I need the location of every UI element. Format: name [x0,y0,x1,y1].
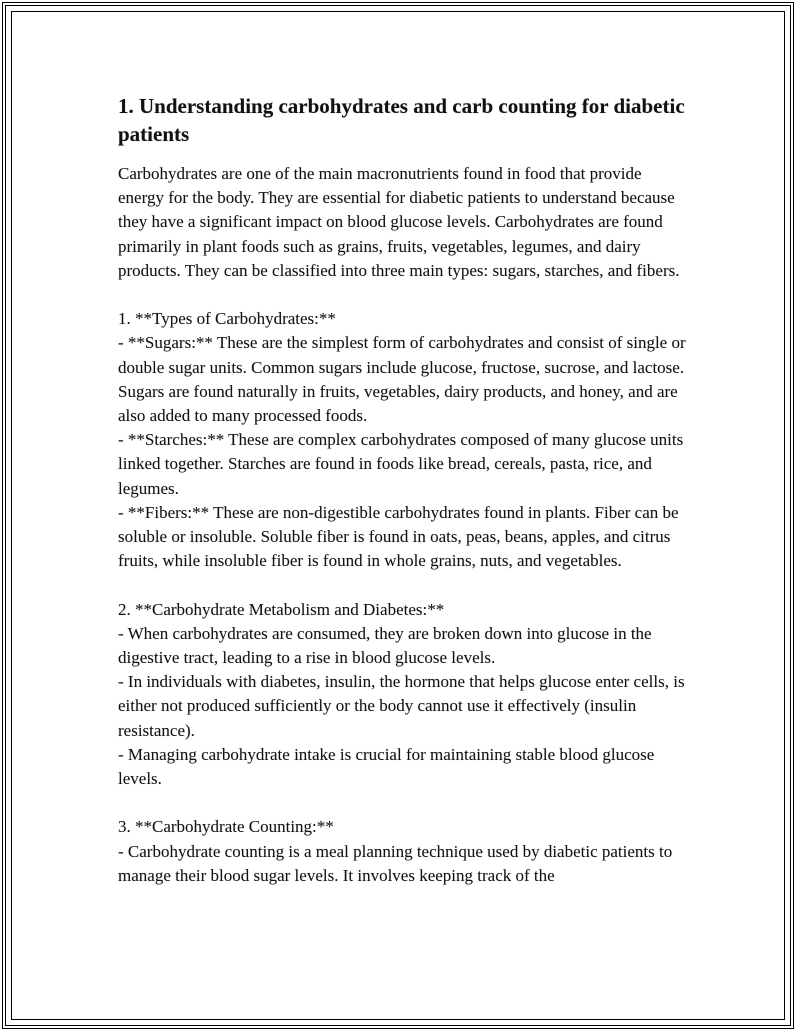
list-item-managing: - Managing carbohydrate intake is crucial for maintaining stable blood glucose levels. [118,744,655,789]
document-body [118,92,688,888]
section-heading-counting: 3. **Carbohydrate Counting:** [118,817,334,837]
list-item-sugars: - **Sugars:** These are the simplest form of carbohydrates and consist of single or double sugar units. Common sugars include glucose, fructose, sucrose, and lactose. Sugars are found naturally in fruits, vegetables, dairy products, and honey, and are also added to many processed foods. [118,333,686,426]
section-heading-types: 1. **Types of Carbohydrates:** [118,309,336,329]
list-item-insulin: - In individuals with diabetes, insulin, the hormone that helps glucose enter cells, is either not produced sufficiently or the body cannot use it effectively (insulin resistance). [118,672,685,740]
intro-paragraph: Carbohydrates are one of the main macronutrients found in food that provide energy for the body. They are essential for diabetic patients to understand because they have a significant impact on blood glucose levels. Carbohydrates are found primarily in plant foods such as grains, fruits, vegetables, legumes, and dairy products. They can be classified into three main types: sugars, starches, and fibers. [118,164,680,280]
list-item-starches: - **Starches:** These are complex carbohydrates composed of many glucose units linked together. Starches are found in foods like bread, cereals, pasta, rice, and legumes. [118,430,684,498]
paragraph-gap [118,283,688,307]
list-item-consumed: - When carbohydrates are consumed, they are broken down into glucose in the digestive tract, leading to a rise in blood glucose levels. [118,623,652,668]
list-item-counting: - Carbohydrate counting is a meal planning technique used by diabetic patients to manage their blood sugar levels. It involves keeping track of the [118,841,673,885]
section-heading-metabolism: 2. **Carbohydrate Metabolism and Diabetes:** [118,599,445,619]
paragraph-gap [118,791,688,815]
page-title: 1. Understanding carbohydrates and carb counting for diabetic patients [118,94,685,146]
list-item-fibers: - **Fibers:** These are non-digestible carbohydrates found in plants. Fiber can be soluble or insoluble. Soluble fiber is found in oats, peas, beans, apples, and citrus fruits, while insoluble fiber is found in whole grains, nuts, and vegetables. [118,502,679,571]
paragraph-gap [118,573,688,597]
